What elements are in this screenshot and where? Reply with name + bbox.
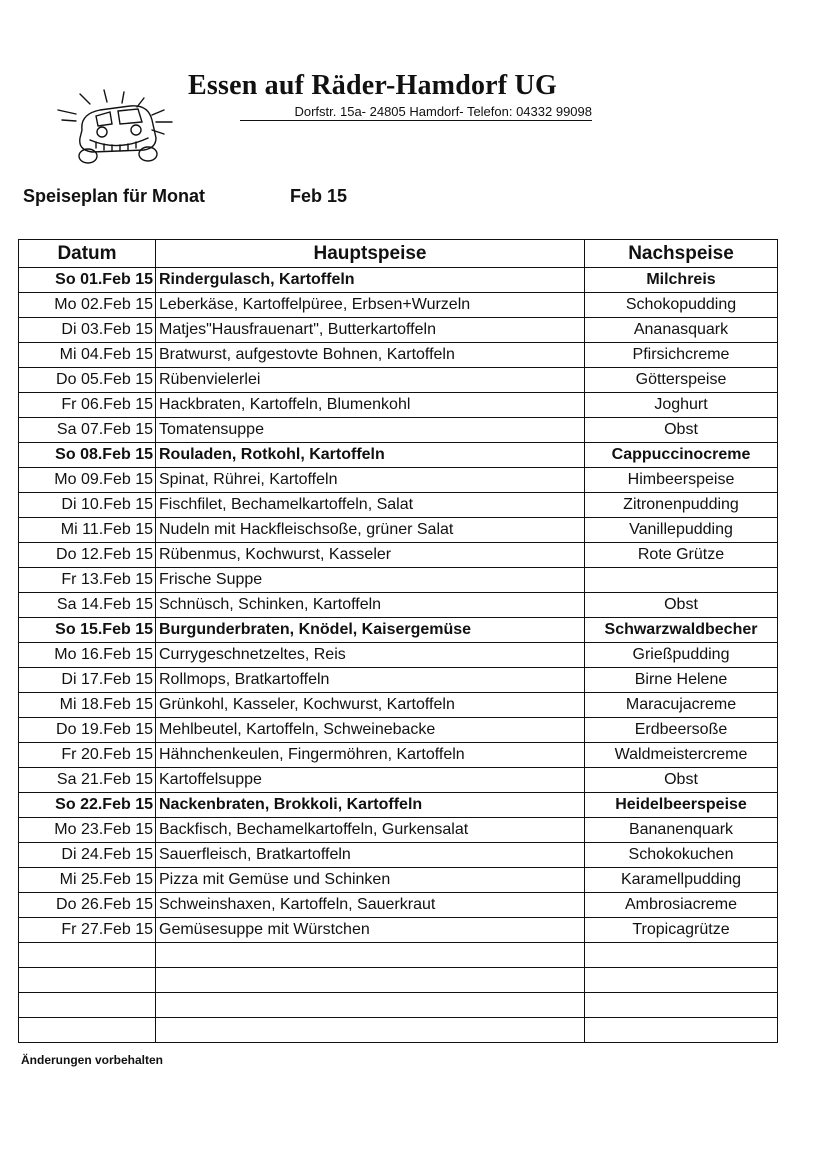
table-row <box>19 943 778 968</box>
header-dessert: Nachspeise <box>585 240 778 268</box>
cell-date: Mo 09.Feb 15 <box>19 468 156 493</box>
cell-main-dish: Burgunderbraten, Knödel, Kaisergemüse <box>156 618 585 643</box>
table-row <box>19 493 778 518</box>
cell-dessert: Obst <box>585 418 778 443</box>
menu-table <box>18 239 778 1043</box>
cell-date <box>19 943 156 968</box>
cell-dessert: Grießpudding <box>585 643 778 668</box>
cell-date: Mi 25.Feb 15 <box>19 868 156 893</box>
cell-main-dish: Gemüsesuppe mit Würstchen <box>156 918 585 943</box>
cell-date: Di 24.Feb 15 <box>19 843 156 868</box>
cell-main-dish: Leberkäse, Kartoffelpüree, Erbsen+Wurzeln <box>156 293 585 318</box>
menu-body <box>19 268 778 1043</box>
cell-dessert: Götterspeise <box>585 368 778 393</box>
cell-date: Do 12.Feb 15 <box>19 543 156 568</box>
cell-main-dish: Bratwurst, aufgestovte Bohnen, Kartoffeln <box>156 343 585 368</box>
plan-label: Speiseplan für Monat <box>23 186 206 206</box>
cell-date: Mi 04.Feb 15 <box>19 343 156 368</box>
cell-dessert: Schwarzwaldbecher <box>585 618 778 643</box>
cell-dessert: Bananenquark <box>585 818 778 843</box>
table-row <box>19 993 778 1018</box>
cell-dessert <box>585 943 778 968</box>
car-logo-icon <box>52 88 192 168</box>
cell-main-dish: Mehlbeutel, Kartoffeln, Schweinebacke <box>156 718 585 743</box>
table-row <box>19 843 778 868</box>
cell-main-dish: Matjes"Hausfrauenart", Butterkartoffeln <box>156 318 585 343</box>
cell-main-dish <box>156 943 585 968</box>
cell-date: So 01.Feb 15 <box>19 268 156 293</box>
cell-dessert: Ananasquark <box>585 318 778 343</box>
cell-main-dish: Fischfilet, Bechamelkartoffeln, Salat <box>156 493 585 518</box>
cell-dessert <box>585 993 778 1018</box>
cell-main-dish: Schnüsch, Schinken, Kartoffeln <box>156 593 585 618</box>
cell-main-dish: Spinat, Rührei, Kartoffeln <box>156 468 585 493</box>
cell-main-dish: Hackbraten, Kartoffeln, Blumenkohl <box>156 393 585 418</box>
cell-main-dish: Frische Suppe <box>156 568 585 593</box>
cell-date: Sa 21.Feb 15 <box>19 768 156 793</box>
cell-main-dish: Nudeln mit Hackfleischsoße, grüner Salat <box>156 518 585 543</box>
cell-date <box>19 1018 156 1043</box>
cell-date: Mo 23.Feb 15 <box>19 818 156 843</box>
cell-dessert: Waldmeistercreme <box>585 743 778 768</box>
cell-date: Sa 07.Feb 15 <box>19 418 156 443</box>
table-row <box>19 1018 778 1043</box>
cell-main-dish <box>156 1018 585 1043</box>
cell-main-dish <box>156 968 585 993</box>
table-row <box>19 743 778 768</box>
cell-main-dish: Kartoffelsuppe <box>156 768 585 793</box>
cell-date: So 08.Feb 15 <box>19 443 156 468</box>
cell-dessert: Karamellpudding <box>585 868 778 893</box>
cell-date <box>19 968 156 993</box>
table-row <box>19 568 778 593</box>
cell-dessert <box>585 968 778 993</box>
cell-dessert: Pfirsichcreme <box>585 343 778 368</box>
cell-main-dish: Rouladen, Rotkohl, Kartoffeln <box>156 443 585 468</box>
cell-main-dish: Nackenbraten, Brokkoli, Kartoffeln <box>156 793 585 818</box>
cell-main-dish: Sauerfleisch, Bratkartoffeln <box>156 843 585 868</box>
table-row <box>19 818 778 843</box>
header-main-dish: Hauptspeise <box>156 240 585 268</box>
table-row <box>19 543 778 568</box>
cell-main-dish: Backfisch, Bechamelkartoffeln, Gurkensalat <box>156 818 585 843</box>
cell-date: Mi 18.Feb 15 <box>19 693 156 718</box>
cell-dessert: Tropicagrütze <box>585 918 778 943</box>
cell-main-dish: Rübenmus, Kochwurst, Kasseler <box>156 543 585 568</box>
cell-dessert: Ambrosiacreme <box>585 893 778 918</box>
cell-dessert: Maracujacreme <box>585 693 778 718</box>
cell-date: Mo 02.Feb 15 <box>19 293 156 318</box>
cell-dessert: Erdbeersoße <box>585 718 778 743</box>
cell-main-dish: Schweinshaxen, Kartoffeln, Sauerkraut <box>156 893 585 918</box>
table-row <box>19 368 778 393</box>
table-row <box>19 418 778 443</box>
cell-dessert <box>585 568 778 593</box>
table-row <box>19 443 778 468</box>
table-row <box>19 268 778 293</box>
cell-main-dish: Rollmops, Bratkartoffeln <box>156 668 585 693</box>
cell-main-dish: Hähnchenkeulen, Fingermöhren, Kartoffeln <box>156 743 585 768</box>
cell-dessert: Heidelbeerspeise <box>585 793 778 818</box>
cell-date <box>19 993 156 1018</box>
cell-dessert: Obst <box>585 593 778 618</box>
cell-main-dish: Rübenvielerlei <box>156 368 585 393</box>
company-name: Essen auf Räder-Hamdorf UG <box>188 70 557 101</box>
cell-main-dish: Currygeschnetzeltes, Reis <box>156 643 585 668</box>
table-row <box>19 468 778 493</box>
cell-dessert: Obst <box>585 768 778 793</box>
table-row <box>19 918 778 943</box>
table-row <box>19 318 778 343</box>
table-row <box>19 868 778 893</box>
cell-main-dish: Grünkohl, Kasseler, Kochwurst, Kartoffeln <box>156 693 585 718</box>
table-row <box>19 793 778 818</box>
cell-main-dish: Pizza mit Gemüse und Schinken <box>156 868 585 893</box>
cell-date: Fr 13.Feb 15 <box>19 568 156 593</box>
cell-dessert: Schokopudding <box>585 293 778 318</box>
cell-dessert: Vanillepudding <box>585 518 778 543</box>
cell-date: Di 17.Feb 15 <box>19 668 156 693</box>
cell-date: Di 10.Feb 15 <box>19 493 156 518</box>
table-row <box>19 618 778 643</box>
table-row <box>19 343 778 368</box>
cell-dessert: Schokokuchen <box>585 843 778 868</box>
table-row <box>19 293 778 318</box>
table-row <box>19 693 778 718</box>
cell-date: Di 03.Feb 15 <box>19 318 156 343</box>
table-row <box>19 893 778 918</box>
cell-dessert: Cappuccinocreme <box>585 443 778 468</box>
company-logo <box>52 88 192 168</box>
cell-date: So 22.Feb 15 <box>19 793 156 818</box>
cell-date: Mi 11.Feb 15 <box>19 518 156 543</box>
cell-date: Fr 20.Feb 15 <box>19 743 156 768</box>
cell-date: So 15.Feb 15 <box>19 618 156 643</box>
table-row <box>19 643 778 668</box>
cell-dessert: Himbeerspeise <box>585 468 778 493</box>
cell-main-dish: Tomatensuppe <box>156 418 585 443</box>
cell-main-dish: Rindergulasch, Kartoffeln <box>156 268 585 293</box>
table-row <box>19 768 778 793</box>
cell-dessert <box>585 1018 778 1043</box>
company-address: Dorfstr. 15a- 24805 Hamdorf- Telefon: 04332 99098 <box>240 104 592 121</box>
table-row <box>19 668 778 693</box>
cell-dessert: Birne Helene <box>585 668 778 693</box>
cell-dessert: Milchreis <box>585 268 778 293</box>
table-row <box>19 718 778 743</box>
cell-date: Fr 06.Feb 15 <box>19 393 156 418</box>
plan-month: Feb 15 <box>290 186 348 206</box>
cell-date: Do 05.Feb 15 <box>19 368 156 393</box>
cell-dessert: Rote Grütze <box>585 543 778 568</box>
table-row <box>19 593 778 618</box>
cell-main-dish <box>156 993 585 1018</box>
table-row <box>19 968 778 993</box>
cell-date: Sa 14.Feb 15 <box>19 593 156 618</box>
cell-date: Mo 16.Feb 15 <box>19 643 156 668</box>
cell-dessert: Joghurt <box>585 393 778 418</box>
cell-date: Do 26.Feb 15 <box>19 893 156 918</box>
table-row <box>19 393 778 418</box>
table-row <box>19 518 778 543</box>
table-header-row <box>19 240 778 268</box>
header-date: Datum <box>19 240 156 268</box>
cell-dessert: Zitronenpudding <box>585 493 778 518</box>
footer-note: Änderungen vorbehalten <box>21 1053 164 1067</box>
cell-date: Do 19.Feb 15 <box>19 718 156 743</box>
cell-date: Fr 27.Feb 15 <box>19 918 156 943</box>
